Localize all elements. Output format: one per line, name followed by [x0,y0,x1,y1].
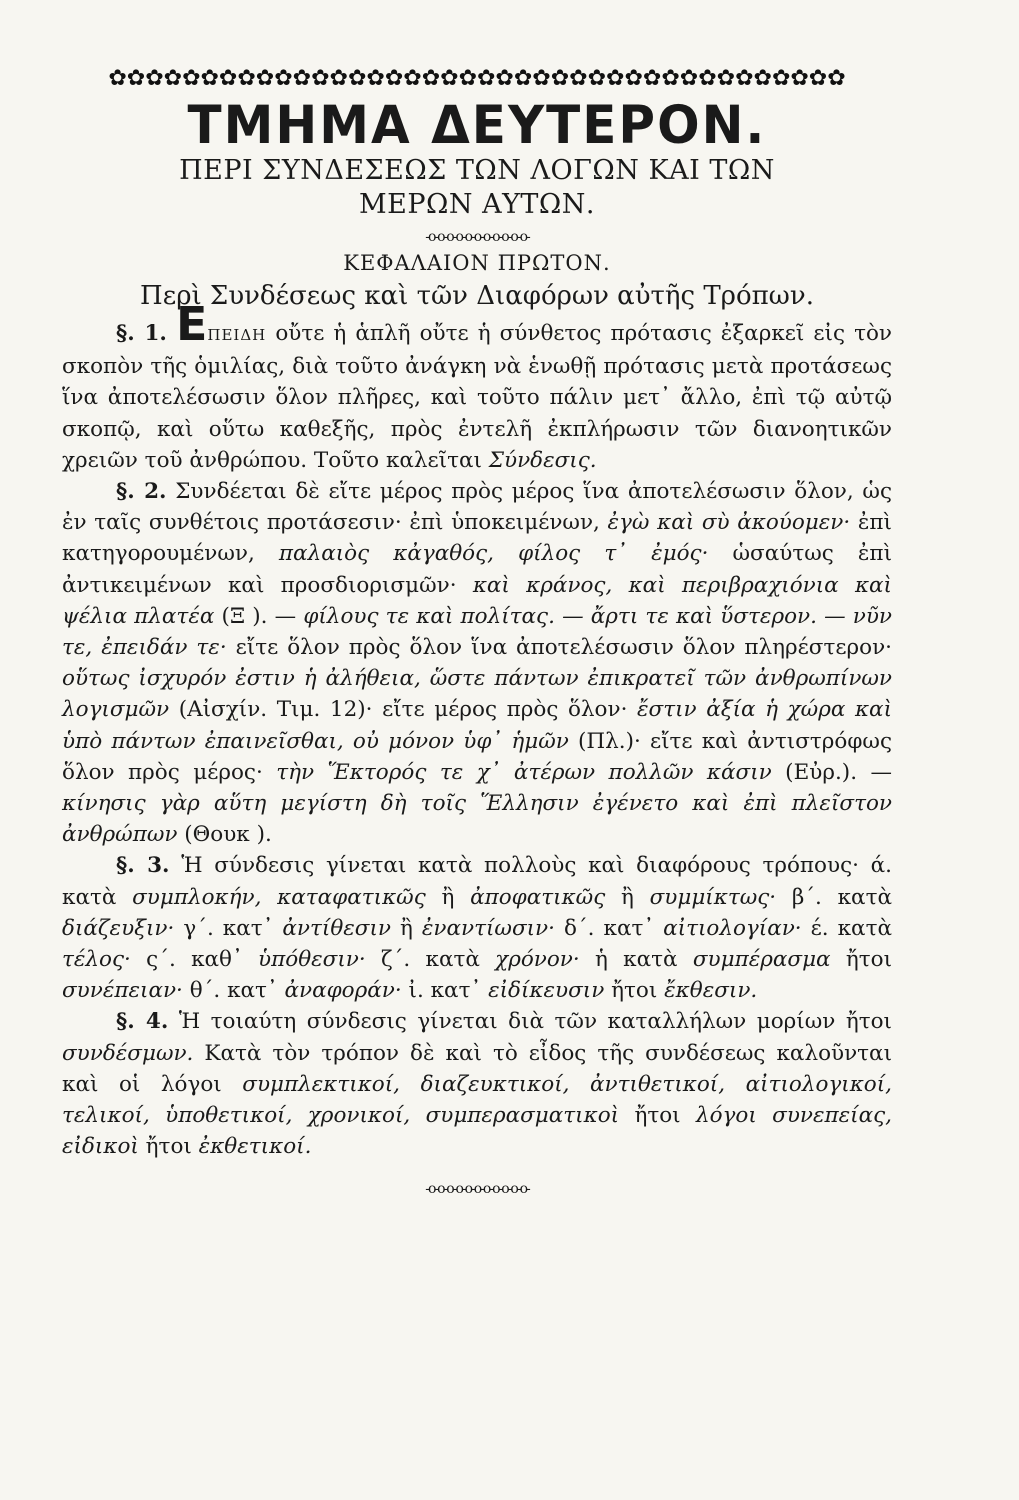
italic-example: ἐγὼ καὶ σὺ ἀκούομεν· [607,510,851,536]
small-caps-word: ΠΕΙΔΗ [207,326,267,344]
text-run: ἰ. κατ᾽ [401,978,489,1004]
drop-cap: Ε [175,297,208,351]
text-run: δ΄. κατ᾽ [554,915,664,941]
text-run: Ἡ τοιαύτη σύνδεσις γίνεται διὰ τῶν καταλλήλων μορίων ἤτοι [168,1009,892,1035]
italic-term: συμπέρασμα [692,947,831,973]
italic-example: φίλους τε καὶ πολίτας. — ἄρτι τε καὶ ὕστερον. — νῦν τε, ἐπειδάν τε· [62,603,892,661]
text-run: ἤτοι [830,947,893,973]
italic-term: ἔκθεσιν. [664,978,758,1004]
text-run: ἤτοι [138,1134,199,1160]
italic-term: χρόνον· [495,947,580,973]
text-run: ἤτοι [619,1103,696,1129]
paragraph-4 [62,1006,892,1162]
chapter-title: ΚΕΦΑΛΑΙΟΝ ΠΡΩΤΟΝ. [343,251,611,275]
paragraph-1 [62,297,892,476]
italic-term: Σύνδεσις. [488,447,597,473]
section-number: §. 2. [116,479,167,505]
text-run: (Πλ.)· εἴτε καὶ ἀντιστρόφως ὅλον πρὸς μέρος· [62,728,892,785]
italic-term: ἀντίθεσιν [282,915,391,941]
italic-term: ὑπόθεσιν· [258,947,366,973]
text-run: ὡσαύτως ἐπὶ ἀντικειμένων καὶ προσδιορισμῶν· [62,541,892,598]
text-run: ἐπὶ κατηγορουμένων, [62,510,892,567]
text-run: ἡ κατὰ [579,947,693,973]
chapter-subtitle: Περὶ Συνδέσεως καὶ τῶν Διαφόρων αὐτῆς Τρόπων. [140,281,814,311]
italic-term: αἰτιολογίαν· [663,915,802,941]
text-run: γ΄. κατ᾽ [174,915,283,941]
book-page [62,66,892,1198]
text-run: (Ξ ). — [214,603,304,629]
italic-term: συμπλοκήν, καταφατικῶς [132,884,426,910]
italic-term: ἐναντίωσιν· [421,915,555,941]
italic-term: συμπλεκτικοί, διαζευκτικοί, ἀντιθετικοί, αἰτιολογικοί, τελικοί, ὑποθετικοί, χρονικοί, συμπερασματικοὶ [62,1071,892,1129]
italic-term: ἐκθετικοί. [198,1134,312,1160]
section-number: §. 4. [116,1009,169,1035]
text-run: ἢ [390,915,422,941]
section-subtitle-line-1: ΠΕΡΙ ΣΥΝΔΕΣΕΩΣ ΤΩΝ ΛΟΓΩΝ ΚΑΙ ΤΩΝ [179,155,775,186]
text-run: (Αἰσχίν. Τιμ. 12)· εἴτε μέρος πρὸς ὅλον· [169,697,638,723]
italic-example: ἔστιν ἀξία ἡ χώρα καὶ ὑπὸ πάντων ἐπαινεῖσθαι, οὐ μόνον ὑφ᾽ ἡμῶν [62,697,893,754]
section-number: §. 1. [116,321,167,346]
top-ornament-border: ✿✿✿✿✿✿✿✿✿✿✿✿✿✿✿✿✿✿✿✿✿✿✿✿✿✿✿✿✿✿✿✿✿✿✿✿✿✿✿✿ [108,66,846,91]
italic-term: συνέπειαν· [62,978,183,1004]
text-run: έ. κατὰ [801,915,892,941]
text-run: (Εὐρ.). — [771,759,892,785]
italic-example: οὕτως ἰσχυρόν ἐστιν ἡ ἀλήθεια, ὥστε πάντων ἐπικρατεῖ τῶν ἀνθρωπίνων λογισμῶν [62,666,892,723]
paragraph-text: οὔτε ἡ ἁπλῆ οὔτε ἡ σύνθετος πρότασις ἐξαρκεῖ εἰς τὸν σκοπὸν τῆς ὁμιλίας, διὰ τοῦτο ἀνάγκη νὰ ἑνωθῇ πρότασις μετὰ προτάσεως ἵνα ἀποτελέσωσιν ὅλον πλῆρες, καὶ τοῦτο πάλιν μετ᾽ ἄλλο, ἐπὶ τῷ αὐτῷ σκοπῷ, καὶ οὕτω καθεξῆς, πρὸς ἐντελῆ ἐκπλήρωσιν τῶν διανοητικῶν χρειῶν τοῦ ἀνθρώπου. Τοῦτο καλεῖται [62,321,892,473]
text-run: Κατὰ τὸν τρόπον δὲ καὶ τὸ εἶδος τῆς συνδέσεως καλοῦνται καὶ οἱ λόγοι [62,1040,892,1097]
text-run: ἢ [605,884,650,910]
text-run: ζ΄. κατὰ [365,947,496,973]
text-run: θ΄. κατ᾽ [182,978,285,1004]
text-run: ἤτοι [604,978,665,1004]
italic-example: παλαιὸς κἀγαθός, φίλος τ᾽ ἐμός· [278,541,709,567]
text-run: β΄. κατὰ [776,884,892,910]
italic-term: εἰδίκευσιν [488,978,605,1004]
paragraph-2 [62,476,892,850]
text-run: ς΄. καθ᾽ [130,947,259,973]
text-run: (Θουκ ). [177,822,272,848]
paragraph-3 [62,850,892,1006]
italic-example: τὴν Ἕκτορός τε χ᾽ ἀτέρων πολλῶν κάσιν [276,759,772,785]
italic-term: ἀναφοράν· [284,978,402,1004]
italic-example: καὶ κράνος, καὶ περιβραχιόνια καὶ ψέλια πλατέα [62,572,892,629]
italic-term: λόγοι συνεπείας, εἰδικοὶ [62,1103,892,1160]
bottom-divider-ornament: -o-o-o-o-o-o-o-o-o-o-o- [425,1181,529,1198]
italic-term: τέλος· [62,947,131,973]
section-number: §. 3. [116,853,170,879]
italic-term: συμμίκτως· [649,884,777,910]
text-run: Συνδέεται δὲ εἴτε μέρος πρὸς μέρος ἵνα ἀποτελέσωσιν ὅλον, ὡς ἐν ταῖς συνθέτοις προτάσεσιν· ἐπὶ ὑποκειμένων, [62,479,892,536]
italic-term: διάζευξιν· [62,915,175,941]
text-run: ἢ [425,884,471,910]
italic-term: συνδέσμων. [62,1040,194,1066]
italic-term: ἀποφατικῶς [470,884,606,910]
text-run: εἴτε ὅλον πρὸς ὅλον ἵνα ἀποτελέσωσιν ὅλον πληρέστερον· [226,635,892,661]
section-subtitle-line-2: ΜΕΡΩΝ ΑΥΤΩΝ. [358,189,596,220]
section-title: ΤΜΗΜΑ ΔΕΥΤΕΡΟΝ. [187,94,767,156]
text-run: Ἡ σύνδεσις γίνεται κατὰ πολλοὺς καὶ διαφόρους τρόπους· ά. κατὰ [62,853,892,910]
italic-example: κίνησις γὰρ αὕτη μεγίστη δὴ τοῖς Ἕλλησιν ἐγένετο καὶ ἐπὶ πλεῖστον ἀνθρώπων [62,791,892,848]
divider-ornament: -o-o-o-o-o-o-o-o-o-o-o- [425,229,529,245]
